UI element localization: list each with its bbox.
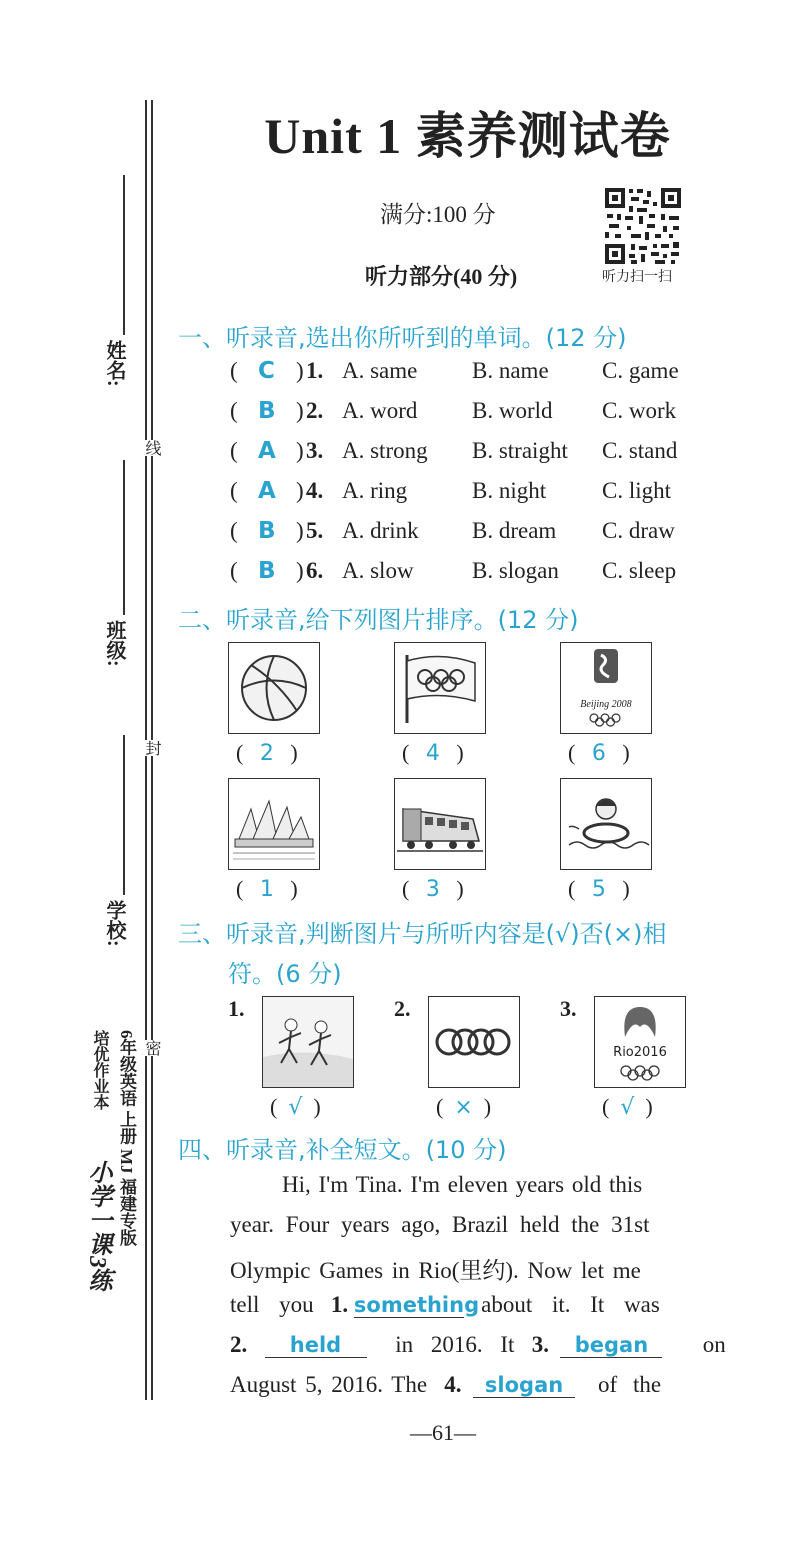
question-number: 4. bbox=[306, 478, 324, 503]
option-a: A. word bbox=[342, 398, 418, 423]
option-b: B. name bbox=[472, 358, 549, 383]
picture-olympic-flag bbox=[394, 642, 486, 734]
order-value[interactable]: 3 bbox=[425, 877, 440, 902]
order-value[interactable]: 1 bbox=[259, 877, 274, 902]
school-label: 学校: bbox=[103, 900, 125, 947]
option-c: C. draw bbox=[602, 518, 675, 543]
judge-value[interactable]: √ bbox=[288, 1095, 303, 1120]
option-a: A. ring bbox=[342, 478, 408, 503]
passage-text: tell you bbox=[230, 1292, 314, 1317]
rio-2016-logo-icon bbox=[595, 997, 685, 1047]
blank-number: 4. bbox=[444, 1372, 462, 1397]
section3-heading-line1: 三、听录音,判断图片与所听内容是(√)否(×)相 bbox=[178, 920, 667, 948]
question-number: 3. bbox=[306, 438, 324, 463]
option-c: C. sleep bbox=[602, 558, 677, 583]
picture-train bbox=[394, 778, 486, 870]
option-a: A. strong bbox=[342, 438, 428, 463]
brand-logo: 小学一课3练 bbox=[84, 1160, 110, 1292]
section4-heading: 四、听录音,补全短文。(10 分) bbox=[178, 1136, 507, 1164]
section1-heading: 一、听录音,选出你所听到的单词。(12 分) bbox=[178, 324, 627, 352]
order-value[interactable]: 2 bbox=[259, 741, 274, 766]
order-answer: ( 6 ) bbox=[568, 740, 630, 766]
beijing-2008-caption: Beijing 2008 bbox=[580, 699, 632, 710]
order-answer: ( 5 ) bbox=[568, 876, 630, 902]
judge-number: 3. bbox=[560, 996, 577, 1021]
passage-line bbox=[230, 1332, 726, 1358]
passage-text: on bbox=[702, 1332, 726, 1357]
blank-answer[interactable]: began bbox=[560, 1333, 662, 1358]
name-label: 姓名: bbox=[103, 340, 125, 387]
option-a: A. drink bbox=[342, 518, 419, 543]
order-answer: ( 2 ) bbox=[236, 740, 298, 766]
judge-value[interactable]: √ bbox=[620, 1095, 635, 1120]
question-number: 1. bbox=[306, 358, 324, 383]
option-c: C. stand bbox=[602, 438, 678, 463]
name-field-line[interactable] bbox=[123, 175, 125, 335]
picture-rio-2016 bbox=[594, 996, 686, 1088]
passage-line: year. Four years ago, Brazil held the 31st bbox=[230, 1212, 650, 1237]
running-kids-icon bbox=[263, 997, 353, 1087]
qr-label: 听力扫一扫 bbox=[602, 269, 672, 285]
question-number: 2. bbox=[306, 398, 324, 423]
option-b: B. slogan bbox=[472, 558, 559, 583]
passage-line: Olympic Games in Rio(里约). Now let me bbox=[230, 1258, 641, 1283]
judge-answer: ( √ ) bbox=[270, 1094, 321, 1120]
passage-text: of the bbox=[598, 1372, 662, 1397]
option-b: B. night bbox=[472, 478, 547, 503]
option-c: C. light bbox=[602, 478, 672, 503]
option-b: B. dream bbox=[472, 518, 557, 543]
answer-value[interactable]: B bbox=[258, 558, 276, 584]
section3-heading-line2: 符。(6 分) bbox=[228, 960, 342, 988]
option-b: B. straight bbox=[472, 438, 568, 463]
qr-code-icon[interactable] bbox=[603, 186, 683, 266]
judge-number: 2. bbox=[394, 996, 411, 1021]
question-number: 6. bbox=[306, 558, 324, 583]
beijing-2008-logo-icon bbox=[561, 643, 651, 703]
judge-number: 1. bbox=[228, 996, 245, 1021]
answer-value[interactable]: B bbox=[258, 398, 276, 424]
question-number: 5. bbox=[306, 518, 324, 543]
order-answer: ( 3 ) bbox=[402, 876, 464, 902]
margin-mark-secret: 密 bbox=[140, 1040, 163, 1056]
passage-line: Hi, I'm Tina. I'm eleven years old this bbox=[282, 1172, 643, 1197]
option-a: A. slow bbox=[342, 558, 414, 583]
blank-answer[interactable]: held bbox=[265, 1333, 367, 1358]
judge-answer: ( √ ) bbox=[602, 1094, 653, 1120]
four-rings-icon bbox=[429, 997, 519, 1087]
passage-text: in 2016. It bbox=[395, 1332, 515, 1357]
class-field-line[interactable] bbox=[123, 460, 125, 615]
section2-heading: 二、听录音,给下列图片排序。(12 分) bbox=[178, 606, 579, 634]
order-answer: ( 4 ) bbox=[402, 740, 464, 766]
class-label: 班级: bbox=[103, 620, 125, 667]
passage-text: about it. It was bbox=[481, 1292, 660, 1317]
picture-swimmer bbox=[560, 778, 652, 870]
answer-value[interactable]: C bbox=[258, 358, 275, 384]
blank-number: 1. bbox=[330, 1292, 349, 1317]
answer-value[interactable]: B bbox=[258, 518, 276, 544]
judge-answer: ( × ) bbox=[436, 1094, 492, 1120]
order-value[interactable]: 4 bbox=[425, 741, 440, 766]
rio-2016-caption: Rio2016 bbox=[613, 1045, 667, 1060]
margin-mark-line: 线 bbox=[140, 440, 163, 456]
olympic-rings-icon bbox=[619, 1065, 661, 1081]
order-value[interactable]: 5 bbox=[591, 877, 606, 902]
blank-number: 2. bbox=[230, 1332, 248, 1357]
picture-basketball bbox=[228, 642, 320, 734]
option-a: A. same bbox=[342, 358, 418, 383]
blank-number: 3. bbox=[531, 1332, 549, 1357]
judge-value[interactable]: × bbox=[454, 1095, 473, 1120]
option-b: B. world bbox=[472, 398, 553, 423]
passage-line bbox=[230, 1292, 660, 1318]
passage-text: August 5, 2016. The bbox=[230, 1372, 428, 1397]
picture-beijing-2008 bbox=[560, 642, 652, 734]
olympic-rings-icon bbox=[588, 713, 624, 727]
blank-answer[interactable]: slogan bbox=[473, 1373, 575, 1398]
book-info: 6年级英语 上册 MJ 福建专版 bbox=[117, 1030, 136, 1246]
page-title: Unit 1 素养测试卷 bbox=[264, 108, 671, 164]
olympic-flag-icon bbox=[395, 643, 485, 733]
page-number: —61— bbox=[410, 1420, 476, 1445]
answer-value[interactable]: A bbox=[258, 438, 276, 464]
sydney-opera-house-icon bbox=[229, 779, 319, 869]
blank-answer[interactable]: something bbox=[353, 1293, 480, 1317]
picture-running-kids bbox=[262, 996, 354, 1088]
passage-line bbox=[230, 1372, 661, 1398]
order-value[interactable]: 6 bbox=[591, 741, 606, 766]
basketball-icon bbox=[229, 643, 319, 733]
option-c: C. work bbox=[602, 398, 677, 423]
answer-value[interactable]: A bbox=[258, 478, 276, 504]
full-score: 满分:100 分 bbox=[380, 202, 496, 227]
option-c: C. game bbox=[602, 358, 679, 383]
order-answer: ( 1 ) bbox=[236, 876, 298, 902]
swimmer-icon bbox=[561, 779, 651, 869]
listening-part-title: 听力部分(40 分) bbox=[365, 264, 518, 289]
picture-four-rings bbox=[428, 996, 520, 1088]
train-icon bbox=[395, 779, 485, 869]
school-field-line[interactable] bbox=[123, 735, 125, 895]
margin-mark-seal: 封 bbox=[140, 740, 163, 756]
brand-sub: 培优作业本 bbox=[91, 1030, 108, 1110]
picture-opera-house bbox=[228, 778, 320, 870]
